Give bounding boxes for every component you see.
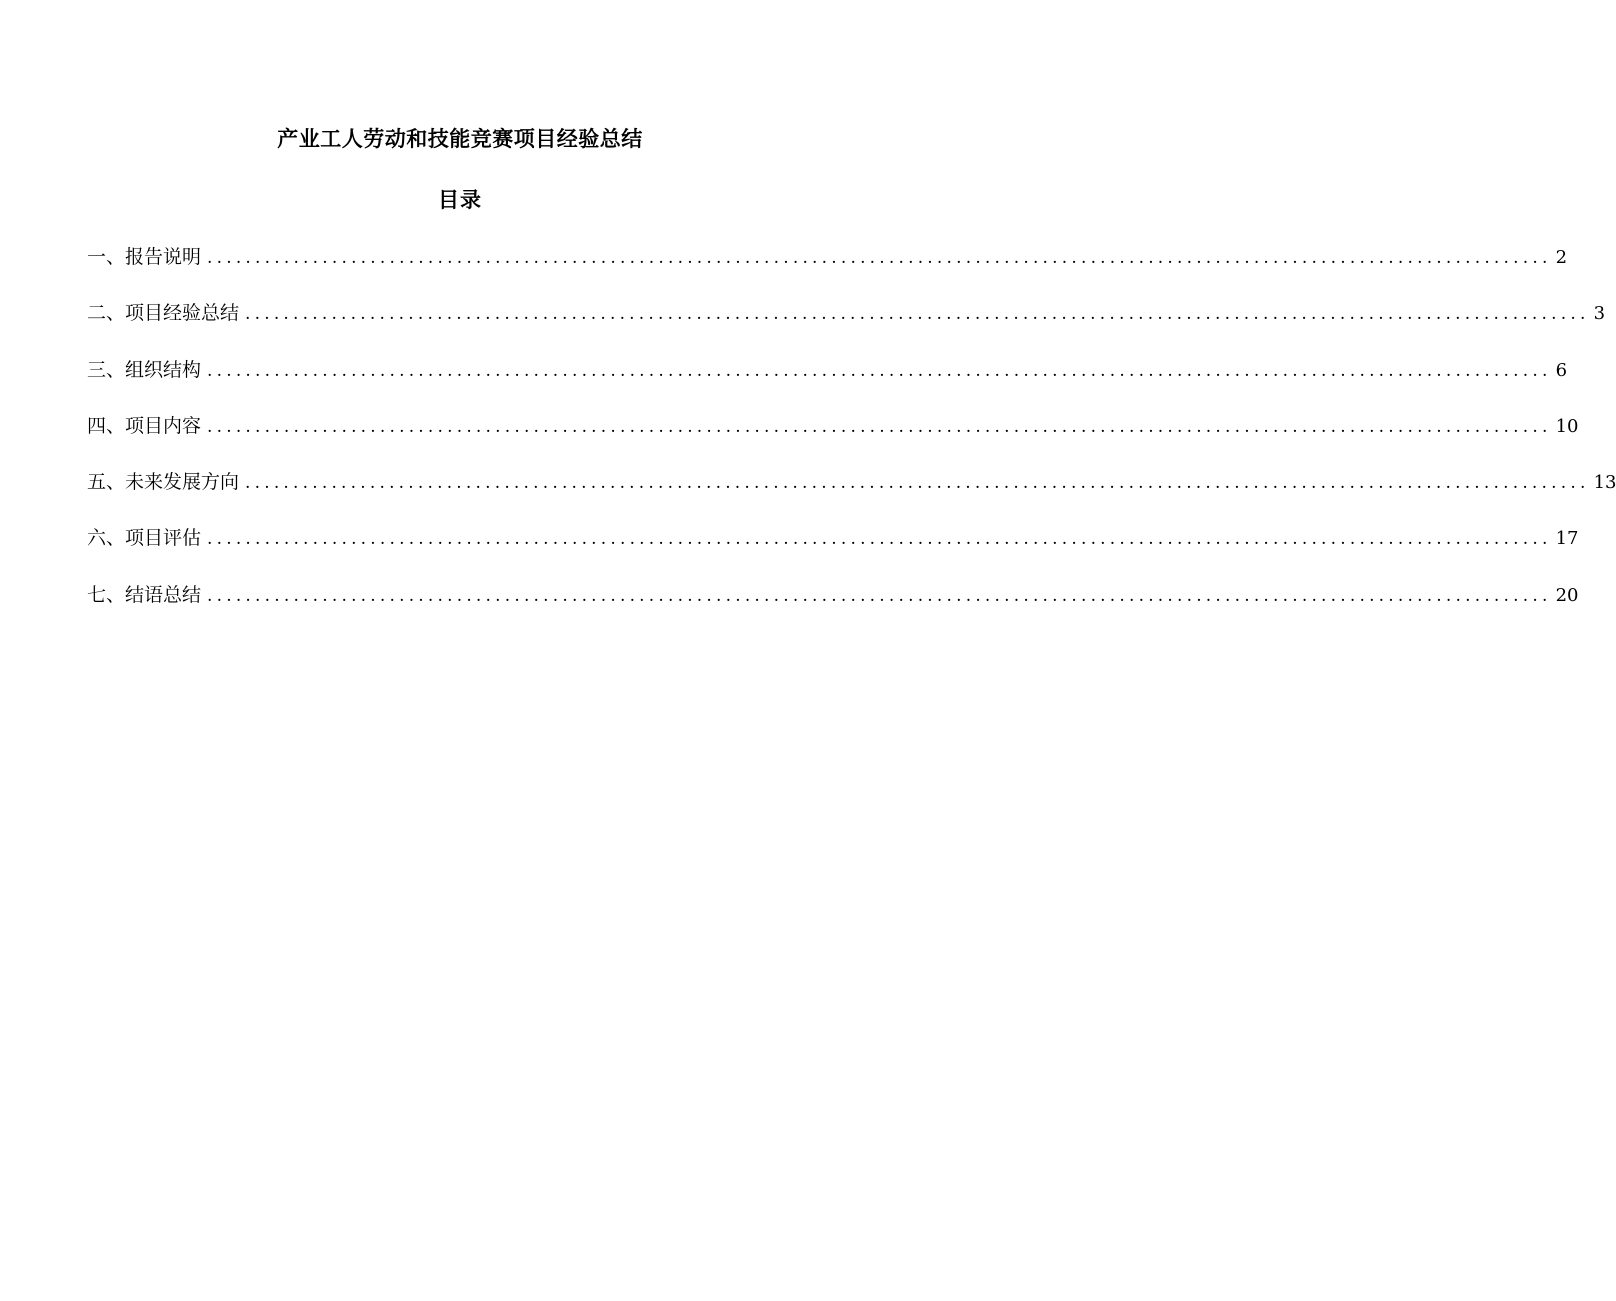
toc-entry-6[interactable] [87, 521, 1579, 577]
toc-entry-page: 2 [1555, 247, 1568, 268]
toc-entry-4[interactable] [87, 409, 1579, 465]
document-title: 产业工人劳动和技能竞赛项目经验总结 [277, 127, 643, 151]
toc-dot-leader: ............................................................................................................................................ [207, 416, 1552, 437]
toc-dot-leader: ............................................................................................................................................ [207, 360, 1552, 381]
toc-entry-label: 二、项目经验总结 [87, 302, 240, 325]
toc-entry-page: 17 [1555, 528, 1579, 550]
toc-dot-leader: ............................................................................................................................................ [245, 304, 1590, 325]
table-of-contents [87, 240, 1616, 634]
toc-entry-label: 四、项目内容 [87, 414, 202, 437]
toc-dot-leader: ............................................................................................................................................ [207, 529, 1552, 550]
toc-entry-page: 10 [1555, 415, 1579, 437]
toc-entry-label: 六、项目评估 [87, 527, 202, 550]
toc-heading: 目录 [438, 188, 482, 212]
toc-entry-label: 三、组织结构 [87, 358, 202, 381]
toc-entry-page: 20 [1555, 584, 1579, 606]
toc-dot-leader: ............................................................................................................................................ [245, 473, 1590, 494]
toc-entry-label: 五、未来发展方向 [87, 471, 240, 494]
toc-entry-7[interactable] [87, 578, 1579, 634]
toc-entry-label: 一、报告说明 [87, 246, 202, 268]
toc-dot-leader: ............................................................................................................................................ [207, 248, 1552, 268]
toc-entry-2[interactable] [87, 296, 1606, 352]
toc-entry-1[interactable] [87, 240, 1568, 296]
toc-entry-label: 七、结语总结 [87, 583, 202, 606]
toc-dot-leader: ............................................................................................................................................ [207, 585, 1552, 606]
toc-entry-page: 13 [1593, 472, 1616, 494]
toc-entry-page: 6 [1555, 359, 1568, 381]
toc-entry-3[interactable] [87, 353, 1568, 409]
toc-entry-page: 3 [1593, 303, 1606, 325]
toc-entry-5[interactable] [87, 465, 1616, 521]
